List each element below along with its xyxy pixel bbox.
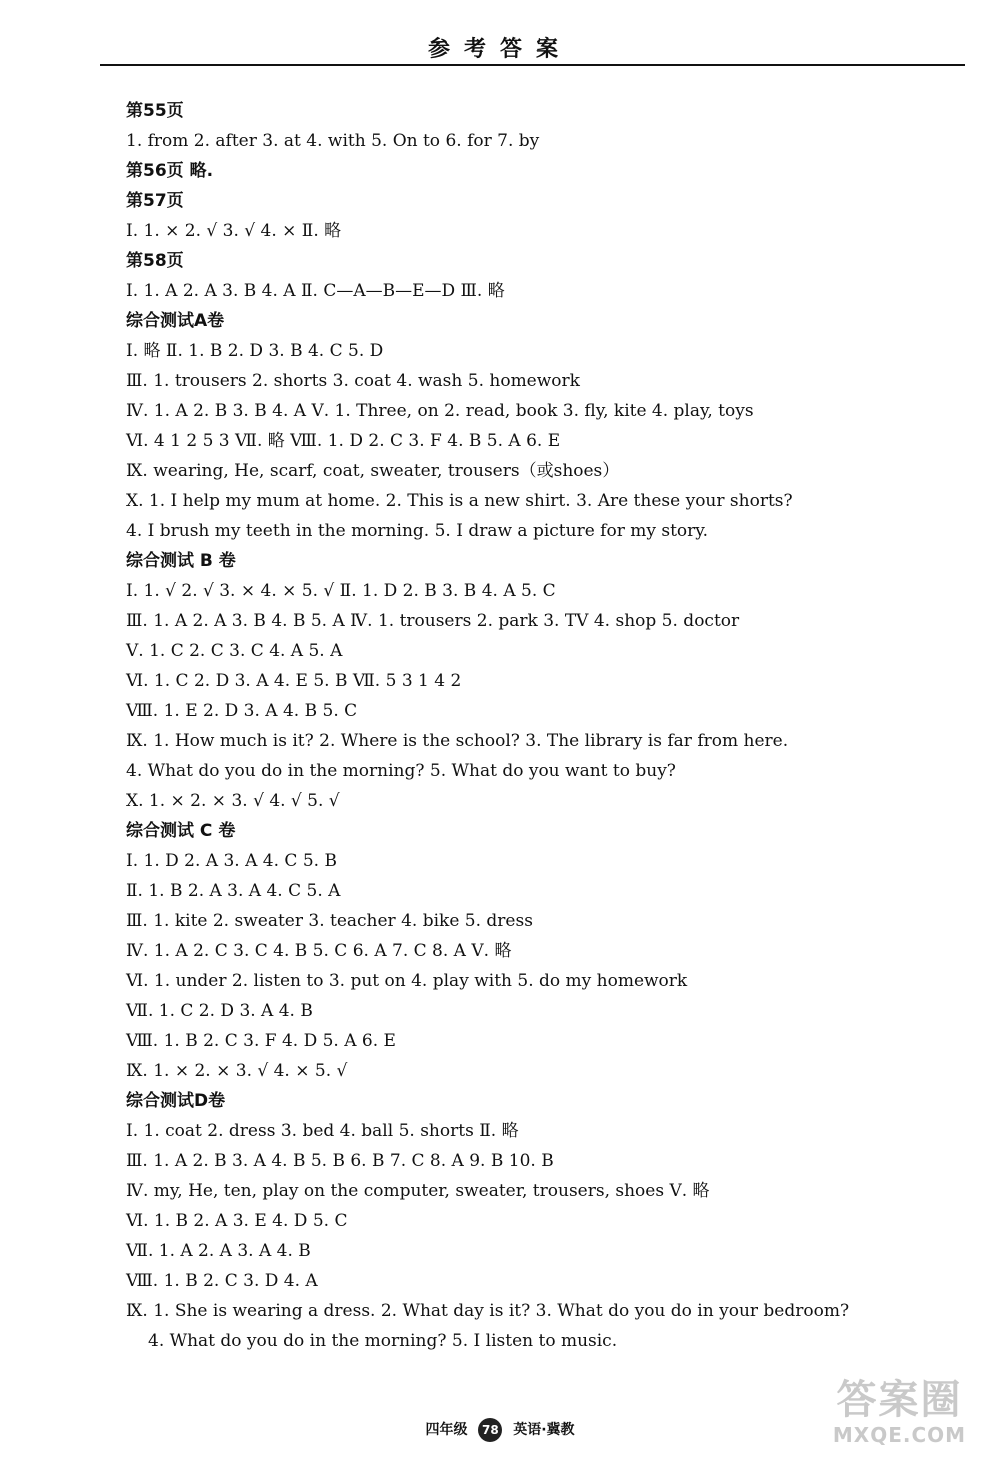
answer-line: Ⅴ. 1. C 2. C 3. C 4. A 5. A <box>126 641 343 661</box>
footer-grade: 四年级 <box>425 1422 468 1438</box>
watermark <box>817 1377 982 1457</box>
section-heading: 综合测试 B 卷 <box>126 551 236 571</box>
answer-line: Ⅸ. 1. She is wearing a dress. 2. What day is it? 3. What do you do in your bedroom? <box>126 1301 850 1321</box>
answer-line: Ⅰ. 1. × 2. √ 3. √ 4. × Ⅱ. 略 <box>126 221 342 241</box>
answer-line: Ⅰ. 1. A 2. A 3. B 4. A Ⅱ. C—A—B—E—D Ⅲ. 略 <box>126 281 505 301</box>
section-heading: 综合测试D卷 <box>126 1091 226 1111</box>
section-heading: 第57页 <box>126 191 184 211</box>
answer-line: 1. from 2. after 3. at 4. with 5. On to 6. for 7. by <box>126 131 540 151</box>
section-heading: 第56页 略. <box>126 161 214 181</box>
answer-line: Ⅵ. 4 1 2 5 3 Ⅶ. 略 Ⅷ. 1. D 2. C 3. F 4. B 5. A 6. E <box>126 431 561 451</box>
answer-line: Ⅵ. 1. under 2. listen to 3. put on 4. play with 5. do my homework <box>126 971 688 991</box>
answer-line: Ⅰ. 1. coat 2. dress 3. bed 4. ball 5. shorts Ⅱ. 略 <box>126 1121 519 1141</box>
answer-line: Ⅱ. 1. B 2. A 3. A 4. C 5. A <box>126 881 341 901</box>
watermark-logo: 答案圈 <box>836 1377 963 1423</box>
answer-line: 4. What do you do in the morning? 5. What do you want to buy? <box>126 761 676 781</box>
answer-line: Ⅶ. 1. C 2. D 3. A 4. B <box>126 1001 313 1021</box>
page-number: 78 <box>478 1418 502 1442</box>
answer-line: Ⅷ. 1. B 2. C 3. D 4. A <box>126 1271 318 1291</box>
section-heading: 第58页 <box>126 251 184 271</box>
footer-subject: 英语·冀教 <box>513 1422 575 1438</box>
header-divider <box>100 64 965 66</box>
answer-line: Ⅲ. 1. A 2. A 3. B 4. B 5. A Ⅳ. 1. trousers 2. park 3. TV 4. shop 5. doctor <box>126 611 740 631</box>
answer-line: Ⅷ. 1. B 2. C 3. F 4. D 5. A 6. E <box>126 1031 396 1051</box>
answer-line: Ⅲ. 1. trousers 2. shorts 3. coat 4. wash 5. homework <box>126 371 580 391</box>
answer-line: Ⅸ. wearing, He, scarf, coat, sweater, trousers（或shoes） <box>126 461 620 481</box>
section-heading: 综合测试 C 卷 <box>126 821 236 841</box>
answer-content <box>126 96 850 1356</box>
answer-line: Ⅶ. 1. A 2. A 3. A 4. B <box>126 1241 311 1261</box>
answer-line: Ⅹ. 1. × 2. × 3. √ 4. √ 5. √ <box>126 791 340 811</box>
answer-line: Ⅵ. 1. C 2. D 3. A 4. E 5. B Ⅶ. 5 3 1 4 2 <box>126 671 462 691</box>
answer-line: Ⅳ. my, He, ten, play on the computer, sweater, trousers, shoes Ⅴ. 略 <box>126 1181 710 1201</box>
answer-line: Ⅹ. 1. I help my mum at home. 2. This is a new shirt. 3. Are these your shorts? <box>126 491 793 511</box>
answer-line: Ⅳ. 1. A 2. B 3. B 4. A Ⅴ. 1. Three, on 2. read, book 3. fly, kite 4. play, toys <box>126 401 754 421</box>
page-title: 参考答案 <box>427 37 572 62</box>
answer-line: Ⅰ. 1. √ 2. √ 3. × 4. × 5. √ Ⅱ. 1. D 2. B 3. B 4. A 5. C <box>126 581 556 601</box>
answer-line: Ⅳ. 1. A 2. C 3. C 4. B 5. C 6. A 7. C 8. A Ⅴ. 略 <box>126 941 512 961</box>
answer-line: Ⅰ. 1. D 2. A 3. A 4. C 5. B <box>126 851 337 871</box>
answer-line: Ⅷ. 1. E 2. D 3. A 4. B 5. C <box>126 701 358 721</box>
answer-line: 4. I brush my teeth in the morning. 5. I draw a picture for my story. <box>126 521 709 541</box>
watermark-url: MXQE.COM <box>832 1423 967 1447</box>
answer-line: Ⅸ. 1. × 2. × 3. √ 4. × 5. √ <box>126 1061 348 1081</box>
answer-line: Ⅸ. 1. How much is it? 2. Where is the school? 3. The library is far from here. <box>126 731 789 751</box>
section-heading: 综合测试A卷 <box>126 311 225 331</box>
answer-line: Ⅵ. 1. B 2. A 3. E 4. D 5. C <box>126 1211 348 1231</box>
answer-line: Ⅲ. 1. kite 2. sweater 3. teacher 4. bike 5. dress <box>126 911 533 931</box>
answer-line: Ⅰ. 略 Ⅱ. 1. B 2. D 3. B 4. C 5. D <box>126 341 384 361</box>
answer-line: 4. What do you do in the morning? 5. I listen to music. <box>148 1331 618 1351</box>
answer-line: Ⅲ. 1. A 2. B 3. A 4. B 5. B 6. B 7. C 8. A 9. B 10. B <box>126 1151 554 1171</box>
section-heading: 第55页 <box>126 101 184 121</box>
